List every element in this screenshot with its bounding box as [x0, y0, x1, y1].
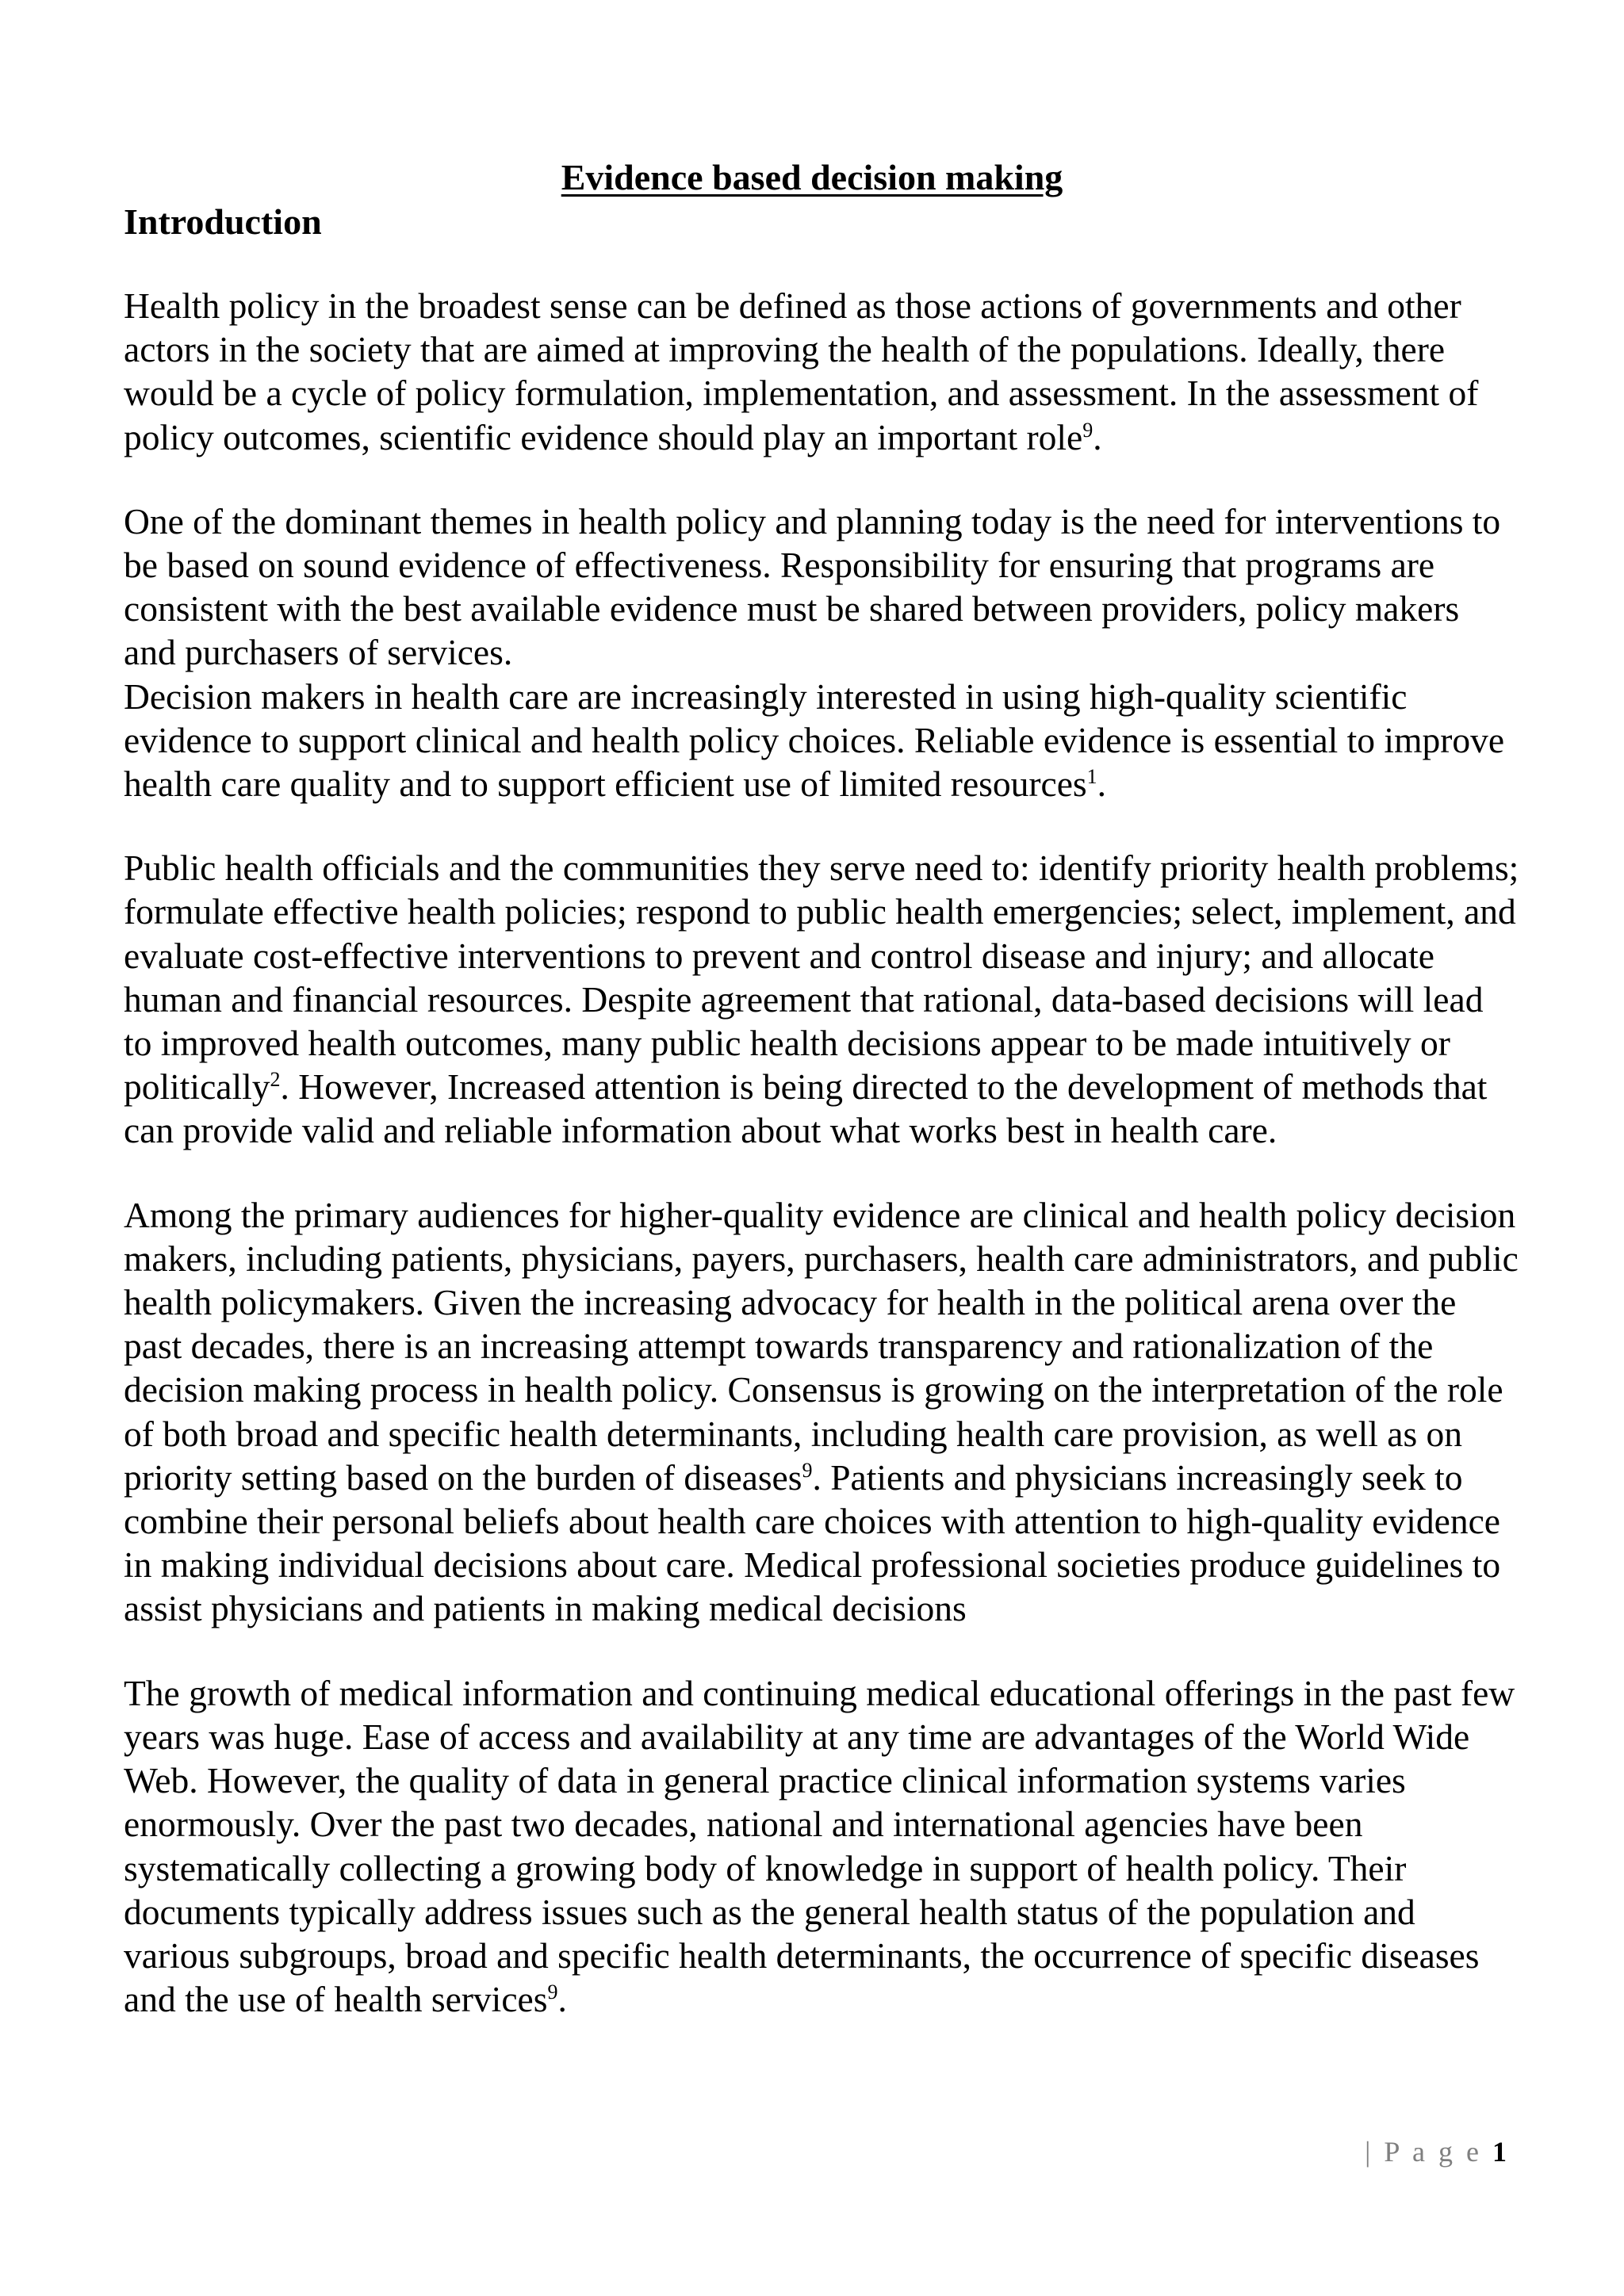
paragraph-text-tail: . [557, 1979, 567, 2020]
paragraph-text-tail: . However, Increased attention is being directed to the development of methods that can provide valid and reliable information about what works best in health care. [124, 1066, 1488, 1151]
paragraph-public-health-officials [124, 846, 1519, 1152]
paragraph-text: One of the dominant themes in health policy and planning today is the need for interventions to be based on sound evidence of effectiveness. Responsibility for ensuring that programs are consistent with the best available evidence must be shared between providers, policy makers and purchasers of services. [124, 500, 1501, 673]
paragraph-text: The growth of medical information and continuing medical educational offerings in the past few years was huge. Ease of access and availability at any time are advantages of the World Wide Web. However, the quality of data in general practice clinical information systems varies enormously. Over the past two decades, national and international agencies have been systematically collecting a growing body of knowledge in support of health policy. Their documents typically address issues such as the general health status of the population and various subgroups, broad and specific health determinants, the occurrence of specific diseases and the use of health services [124, 1672, 1515, 2020]
paragraph-text: Among the primary audiences for higher-quality evidence are clinical and health policy decision makers, including patients, physicians, payers, purchasers, health care administrators, and public health policymakers. Given the increasing advocacy for health in the political arena over the past decades, there is an increasing attempt towards transparency and rationalization of the decision making process in health policy. Consensus is growing on the interpretation of the role of both broad and specific health determinants, including health care provision, as well as on priority setting based on the burden of diseases [124, 1194, 1519, 1498]
paragraph-text: Health policy in the broadest sense can be defined as those actions of governments and other actors in the society that are aimed at improving the health of the populations. Ideally, there would be a cycle of policy formulation, implementation, and assessment. In the assessment of policy outcomes, scientific evidence should play an important role [124, 285, 1479, 457]
paragraph-text-tail: . [1097, 763, 1106, 805]
page-label: | P a g e [1365, 2136, 1482, 2168]
citation-reference: 1 [1086, 764, 1097, 788]
citation-reference: 9 [547, 1980, 558, 2003]
paragraph-text-tail: . Patients and physicians increasingly seek to combine their personal beliefs about health care choices with attention to high-quality evidence in making individual decisions about care. Medical professional societies produce guidelines to assist physicians and patients in making medical decisions [124, 1456, 1501, 1629]
paragraph-health-policy-definition [124, 284, 1519, 459]
paragraph-decision-makers [124, 675, 1519, 806]
paragraph-dominant-themes [124, 499, 1519, 675]
document-title: Evidence based decision making [561, 157, 1063, 197]
paragraph-primary-audiences [124, 1193, 1519, 1631]
citation-reference: 9 [1082, 418, 1094, 442]
citation-reference: 9 [802, 1458, 813, 1482]
page-number: 1 [1492, 2136, 1507, 2168]
paragraph-text: Decision makers in health care are increasingly interested in using high-quality scientific evidence to support clinical and health policy choices. Reliable evidence is essential to improve health care quality and to support efficient use of limited resources [124, 675, 1505, 805]
paragraph-text-tail: . [1093, 416, 1102, 457]
paragraph-text: Public health officials and the communities they serve need to: identify priority health problems; formulate effective health policies; respond to public health emergencies; select, implement, and evaluate cost-effective interventions to prevent and control disease and injury; and allocate human and financial resources. Despite agreement that rational, data-based decisions will lead to improved health outcomes, many public health decisions appear to be made intuitively or politically [124, 848, 1519, 1108]
citation-reference: 2 [270, 1068, 281, 1092]
paragraph-medical-information-growth [124, 1671, 1519, 2022]
document-body [124, 200, 1519, 2021]
page-footer [1365, 2134, 1507, 2169]
section-heading-introduction: Introduction [124, 201, 322, 242]
